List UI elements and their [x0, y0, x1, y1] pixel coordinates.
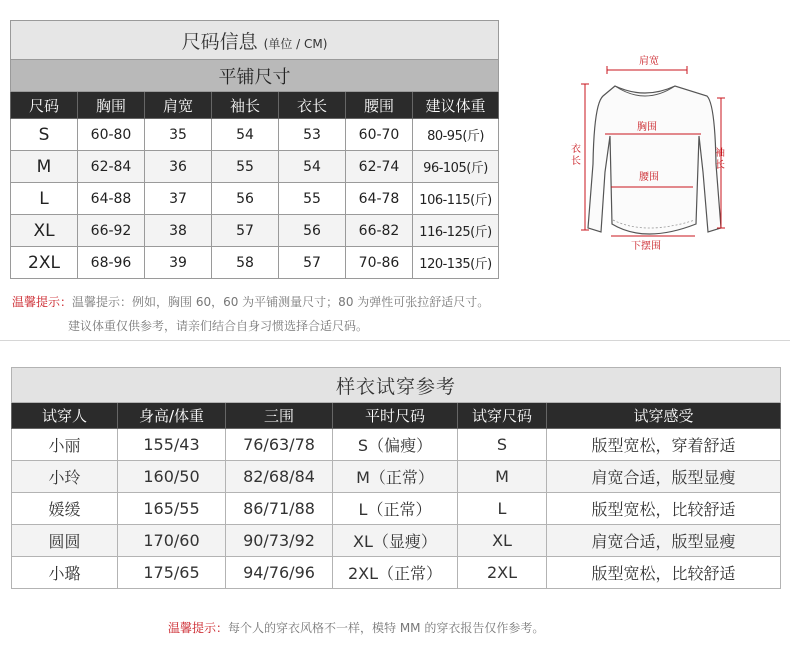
size-row — [11, 119, 499, 151]
tryon-header-usual-size: 平时尺码 — [333, 403, 458, 429]
tryon-tip — [168, 619, 544, 636]
height-weight-cell: 155/43 — [118, 429, 226, 461]
size-table-body — [11, 119, 499, 279]
waist-label: 腰围 — [639, 172, 659, 183]
size-info-subtitle: 平铺尺寸 — [11, 60, 499, 92]
tried-size-cell: M — [458, 461, 547, 493]
size-cell: M — [11, 151, 78, 183]
usual-size-cell: M（正常） — [333, 461, 458, 493]
feedback-cell: 版型宽松，比较舒适 — [547, 493, 781, 525]
tryon-header-measurements: 三围 — [226, 403, 333, 429]
weight-cell: 120-135(斤) — [413, 247, 499, 279]
person-cell: 小丽 — [12, 429, 118, 461]
tryon-row — [12, 461, 781, 493]
sleeve-cell: 55 — [212, 151, 279, 183]
height-weight-cell: 170/60 — [118, 525, 226, 557]
size-tip-line-1 — [12, 293, 489, 310]
tryon-table-body — [12, 429, 781, 589]
size-cell: 2XL — [11, 247, 78, 279]
shoulder-cell: 38 — [145, 215, 212, 247]
sleeve-cell: 54 — [212, 119, 279, 151]
length-cell: 56 — [279, 215, 346, 247]
measurements-cell: 82/68/84 — [226, 461, 333, 493]
tryon-row — [12, 525, 781, 557]
tried-size-cell: 2XL — [458, 557, 547, 589]
section-divider — [0, 340, 790, 341]
size-row — [11, 183, 499, 215]
size-header-size: 尺码 — [11, 92, 78, 119]
weight-cell: 80-95(斤) — [413, 119, 499, 151]
shoulder-cell: 36 — [145, 151, 212, 183]
chest-label: 胸围 — [637, 122, 657, 133]
length-cell: 55 — [279, 183, 346, 215]
tryon-title: 样衣试穿参考 — [12, 368, 781, 403]
size-cell: L — [11, 183, 78, 215]
sleeve-label-1: 袖 — [715, 148, 725, 159]
sleeve-label-2: 长 — [715, 160, 725, 171]
usual-size-cell: L（正常） — [333, 493, 458, 525]
size-header-length: 衣长 — [279, 92, 346, 119]
waist-cell: 62-74 — [346, 151, 413, 183]
length-label-2: 长 — [571, 156, 581, 167]
chest-cell: 62-84 — [78, 151, 145, 183]
usual-size-cell: 2XL（正常） — [333, 557, 458, 589]
length-cell: 53 — [279, 119, 346, 151]
weight-cell: 96-105(斤) — [413, 151, 499, 183]
size-row — [11, 247, 499, 279]
size-row — [11, 215, 499, 247]
length-cell: 57 — [279, 247, 346, 279]
tryon-row — [12, 429, 781, 461]
chest-cell: 68-96 — [78, 247, 145, 279]
tryon-row — [12, 493, 781, 525]
tryon-header-person: 试穿人 — [12, 403, 118, 429]
chest-cell: 66-92 — [78, 215, 145, 247]
length-cell: 54 — [279, 151, 346, 183]
size-cell: S — [11, 119, 78, 151]
size-header-shoulder: 肩宽 — [145, 92, 212, 119]
chest-cell: 64-88 — [78, 183, 145, 215]
person-cell: 圆圆 — [12, 525, 118, 557]
size-header-waist: 腰围 — [346, 92, 413, 119]
sleeve-cell: 57 — [212, 215, 279, 247]
tried-size-cell: L — [458, 493, 547, 525]
usual-size-cell: XL（显瘦） — [333, 525, 458, 557]
waist-cell: 64-78 — [346, 183, 413, 215]
size-cell: XL — [11, 215, 78, 247]
size-row — [11, 151, 499, 183]
shoulder-cell: 37 — [145, 183, 212, 215]
size-info-title — [11, 21, 499, 60]
size-info-unit: (单位 / CM) — [263, 36, 328, 51]
tried-size-cell: XL — [458, 525, 547, 557]
measurements-cell: 94/76/96 — [226, 557, 333, 589]
size-table — [10, 20, 499, 279]
tryon-tip-label: 温馨提示： — [168, 621, 229, 635]
tried-size-cell: S — [458, 429, 547, 461]
person-cell: 媛缓 — [12, 493, 118, 525]
size-tip-label: 温馨提示： — [12, 295, 73, 309]
tryon-header-height-weight: 身高/体重 — [118, 403, 226, 429]
height-weight-cell: 165/55 — [118, 493, 226, 525]
sleeve-cell: 56 — [212, 183, 279, 215]
size-tip-text: 温馨提示：例如，胸围 60，60 为平铺测量尺寸；80 为弹性可张拉舒适尺寸。 — [72, 295, 490, 309]
size-header-sleeve: 袖长 — [212, 92, 279, 119]
measurements-cell: 76/63/78 — [226, 429, 333, 461]
size-tip-line-2: 建议体重仅供参考，请亲们结合自身习惯选择合适尺码。 — [68, 319, 369, 333]
waist-cell: 60-70 — [346, 119, 413, 151]
size-info-title-text: 尺码信息 — [181, 30, 258, 53]
height-weight-cell: 175/65 — [118, 557, 226, 589]
weight-cell: 116-125(斤) — [413, 215, 499, 247]
chest-cell: 60-80 — [78, 119, 145, 151]
feedback-cell: 版型宽松，比较舒适 — [547, 557, 781, 589]
tryon-row — [12, 557, 781, 589]
feedback-cell: 肩宽合适，版型显瘦 — [547, 461, 781, 493]
usual-size-cell: S（偏瘦） — [333, 429, 458, 461]
sleeve-cell: 58 — [212, 247, 279, 279]
shoulder-label: 肩宽 — [639, 56, 659, 67]
tryon-header-tried-size: 试穿尺码 — [458, 403, 547, 429]
hem-label: 下摆围 — [631, 241, 661, 252]
person-cell: 小璐 — [12, 557, 118, 589]
shoulder-cell: 39 — [145, 247, 212, 279]
tryon-table — [11, 367, 781, 589]
measurements-cell: 86/71/88 — [226, 493, 333, 525]
person-cell: 小玲 — [12, 461, 118, 493]
measurements-cell: 90/73/92 — [226, 525, 333, 557]
tryon-header-feedback: 试穿感受 — [547, 403, 781, 429]
tryon-tip-text: 每个人的穿衣风格不一样，模特 MM 的穿衣报告仅作参考。 — [228, 621, 545, 635]
height-weight-cell: 160/50 — [118, 461, 226, 493]
waist-cell: 66-82 — [346, 215, 413, 247]
shirt-outline — [588, 86, 721, 234]
shirt-measurement-diagram — [555, 44, 755, 259]
shoulder-cell: 35 — [145, 119, 212, 151]
size-header-weight: 建议体重 — [413, 92, 499, 119]
feedback-cell: 肩宽合适，版型显瘦 — [547, 525, 781, 557]
length-label-1: 衣 — [571, 144, 581, 155]
weight-cell: 106-115(斤) — [413, 183, 499, 215]
waist-cell: 70-86 — [346, 247, 413, 279]
size-header-chest: 胸围 — [78, 92, 145, 119]
feedback-cell: 版型宽松，穿着舒适 — [547, 429, 781, 461]
